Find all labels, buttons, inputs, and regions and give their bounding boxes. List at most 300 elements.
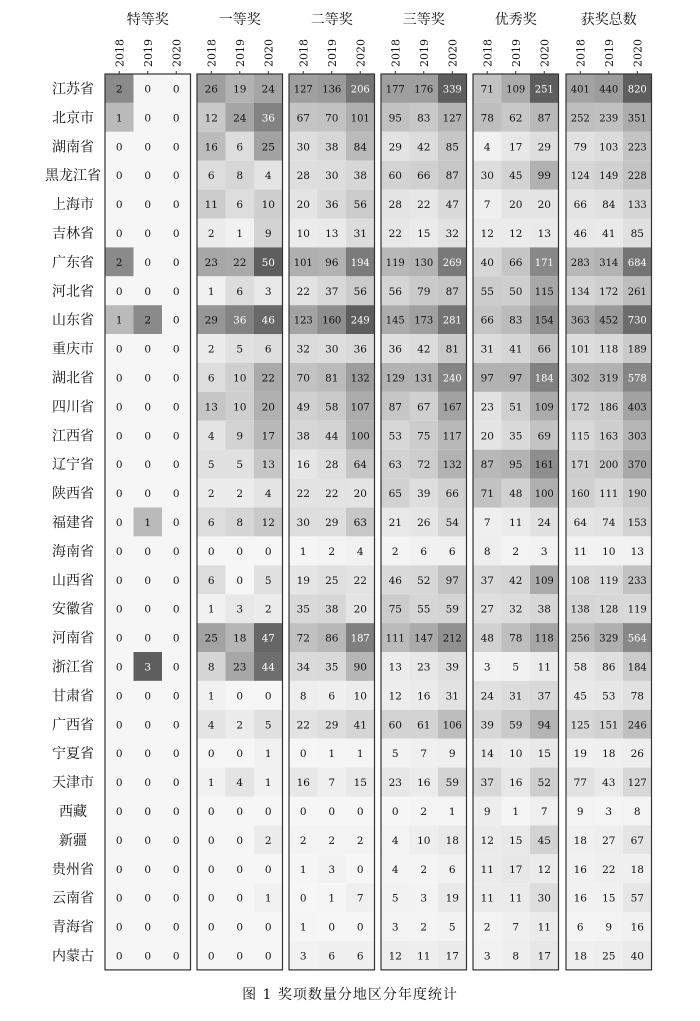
cell-label: 8 [483, 545, 491, 558]
cell-label: 18 [445, 834, 459, 847]
cell-label: 319 [599, 373, 619, 385]
cell-label: 78 [630, 690, 644, 703]
cell-label: 0 [264, 863, 272, 876]
figure-caption: 图 1 奖项数量分地区分年度统计 [242, 987, 458, 1003]
row-label: 黑龙江省 [45, 168, 101, 185]
cell-label: 1 [448, 805, 456, 818]
cell-label: 6 [328, 950, 336, 963]
cell-label: 0 [115, 170, 123, 183]
cell-label: 66 [509, 256, 523, 269]
cell-label: 42 [509, 574, 523, 587]
cell-label: 5 [236, 459, 244, 472]
cell-label: 0 [115, 748, 123, 761]
cell-label: 189 [627, 344, 647, 356]
cell-label: 81 [445, 343, 459, 356]
cell-label: 0 [236, 834, 244, 847]
cell-label: 0 [144, 950, 152, 963]
cell-label: 163 [599, 431, 619, 443]
cell-label: 25 [204, 632, 218, 645]
cell-label: 69 [537, 430, 551, 443]
cell-label: 0 [172, 632, 180, 645]
cell-label: 171 [534, 257, 554, 269]
year-label: 2018 [205, 39, 219, 67]
cell-label: 0 [115, 401, 123, 414]
cell-label: 0 [236, 748, 244, 761]
cell-label: 95 [388, 112, 402, 125]
cell-label: 38 [325, 603, 339, 616]
cell-label: 0 [115, 921, 123, 934]
cell-label: 0 [356, 863, 364, 876]
cell-label: 6 [576, 921, 584, 934]
cell-label: 0 [144, 805, 152, 818]
cell-label: 77 [573, 777, 587, 790]
cell-label: 65 [388, 488, 402, 501]
cell-label: 30 [480, 170, 494, 183]
cell-label: 8 [236, 170, 244, 183]
cell-label: 11 [480, 892, 494, 905]
cell-label: 123 [293, 315, 313, 327]
cell-label: 3 [420, 892, 428, 905]
cell-label: 22 [417, 199, 431, 212]
cell-label: 87 [537, 112, 551, 125]
cell-label: 22 [296, 285, 310, 298]
cell-label: 2 [115, 256, 123, 269]
cell-label: 6 [264, 343, 272, 356]
cell-label: 0 [299, 805, 307, 818]
cell-label: 8 [512, 950, 520, 963]
cell-label: 63 [353, 516, 367, 529]
cell-label: 130 [414, 257, 434, 269]
cell-label: 206 [350, 84, 370, 96]
year-label: 2019 [602, 39, 616, 67]
cell-label: 1 [207, 690, 215, 703]
cell-label: 118 [599, 344, 619, 356]
cell-label: 9 [264, 227, 272, 240]
cell-label: 36 [353, 343, 367, 356]
cell-label: 108 [570, 575, 590, 587]
year-label: 2018 [481, 39, 495, 67]
cell-label: 28 [325, 459, 339, 472]
cell-label: 3 [605, 805, 613, 818]
cell-label: 18 [630, 863, 644, 876]
cell-label: 261 [627, 286, 647, 298]
cell-label: 64 [353, 459, 367, 472]
cell-label: 16 [204, 141, 218, 154]
cell-label: 171 [570, 460, 590, 472]
cell-label: 16 [573, 892, 587, 905]
cell-label: 0 [172, 199, 180, 212]
cell-label: 12 [537, 863, 551, 876]
cell-label: 66 [480, 314, 494, 327]
cell-label: 0 [172, 516, 180, 529]
cell-label: 32 [445, 227, 459, 240]
cell-label: 66 [573, 199, 587, 212]
cell-label: 16 [573, 863, 587, 876]
cell-label: 11 [573, 545, 587, 558]
cell-label: 0 [172, 545, 180, 558]
cell-label: 11 [509, 892, 523, 905]
row-label: 福建省 [52, 514, 94, 531]
cell-label: 36 [325, 199, 339, 212]
cell-label: 30 [325, 343, 339, 356]
cell-label: 1 [207, 285, 215, 298]
cell-label: 16 [296, 777, 310, 790]
cell-label: 58 [573, 661, 587, 674]
group-label: 一等奖 [218, 12, 261, 28]
cell-label: 167 [442, 402, 462, 414]
cell-label: 41 [602, 227, 616, 240]
row-label: 河北省 [52, 283, 94, 300]
cell-label: 109 [534, 402, 554, 414]
cell-label: 20 [353, 603, 367, 616]
cell-label: 75 [388, 603, 402, 616]
cell-label: 53 [388, 430, 402, 443]
row-label: 江西省 [52, 428, 94, 445]
cell-label: 18 [602, 748, 616, 761]
row-label: 湖北省 [52, 370, 94, 387]
cell-label: 18 [573, 950, 587, 963]
cell-label: 95 [509, 459, 523, 472]
cell-label: 8 [299, 690, 307, 703]
row-label: 河南省 [52, 630, 94, 647]
cell-label: 27 [602, 834, 616, 847]
cell-label: 45 [573, 690, 587, 703]
cell-label: 7 [328, 777, 336, 790]
cell-label: 1 [299, 863, 307, 876]
cell-label: 9 [483, 805, 491, 818]
cell-label: 0 [115, 950, 123, 963]
cell-label: 0 [172, 892, 180, 905]
cell-label: 0 [264, 805, 272, 818]
cell-label: 17 [537, 950, 551, 963]
cell-label: 0 [172, 690, 180, 703]
cell-label: 53 [602, 690, 616, 703]
cell-label: 15 [417, 227, 431, 240]
cell-label: 43 [602, 777, 616, 790]
cell-label: 30 [537, 892, 551, 905]
cell-label: 5 [391, 892, 399, 905]
cell-label: 6 [448, 863, 456, 876]
year-label: 2018 [574, 39, 588, 67]
cell-label: 111 [385, 633, 405, 645]
cell-label: 0 [144, 285, 152, 298]
row-label: 贵州省 [52, 861, 94, 878]
cell-label: 7 [512, 921, 520, 934]
cell-label: 0 [328, 805, 336, 818]
cell-label: 6 [356, 950, 364, 963]
cell-label: 2 [328, 545, 336, 558]
cell-label: 72 [417, 459, 431, 472]
cell-label: 87 [480, 459, 494, 472]
row-label: 宁夏省 [52, 746, 94, 763]
cell-label: 0 [115, 863, 123, 876]
cell-label: 0 [144, 343, 152, 356]
row-label: 山西省 [52, 572, 94, 589]
cell-label: 0 [115, 343, 123, 356]
cell-label: 24 [261, 83, 275, 96]
cell-label: 58 [325, 401, 339, 414]
cell-label: 6 [236, 285, 244, 298]
group-label: 优秀奖 [494, 12, 537, 28]
cell-label: 15 [509, 834, 523, 847]
cell-label: 12 [388, 690, 402, 703]
cell-label: 0 [144, 574, 152, 587]
cell-label: 29 [204, 314, 218, 327]
cell-label: 16 [417, 690, 431, 703]
cell-label: 22 [233, 256, 247, 269]
cell-label: 17 [261, 430, 275, 443]
cell-label: 103 [599, 142, 619, 154]
cell-label: 8 [207, 661, 215, 674]
cell-label: 78 [509, 632, 523, 645]
cell-label: 0 [144, 401, 152, 414]
cell-label: 0 [115, 661, 123, 674]
year-label: 2019 [233, 39, 247, 67]
cell-label: 251 [534, 84, 554, 96]
cell-label: 0 [236, 950, 244, 963]
year-label: 2020 [631, 39, 645, 67]
cell-label: 60 [388, 719, 402, 732]
cell-label: 2 [207, 227, 215, 240]
cell-label: 0 [236, 921, 244, 934]
cell-label: 7 [483, 199, 491, 212]
cell-label: 16 [296, 459, 310, 472]
cell-label: 176 [414, 84, 434, 96]
cell-label: 38 [325, 141, 339, 154]
cell-label: 56 [388, 285, 402, 298]
cell-label: 17 [509, 863, 523, 876]
cell-label: 119 [599, 575, 619, 587]
year-label: 2020 [354, 39, 368, 67]
cell-label: 63 [388, 459, 402, 472]
cell-label: 29 [537, 141, 551, 154]
row-label: 西藏 [59, 803, 87, 820]
cell-label: 154 [534, 315, 554, 327]
cell-label: 138 [570, 604, 590, 616]
row-label: 天津市 [52, 775, 94, 792]
cell-label: 11 [204, 199, 218, 212]
cell-label: 0 [172, 834, 180, 847]
cell-label: 4 [236, 777, 244, 790]
cell-label: 0 [299, 892, 307, 905]
year-label: 2018 [297, 39, 311, 67]
cell-label: 14 [480, 748, 494, 761]
cell-label: 106 [442, 720, 462, 732]
cell-label: 66 [445, 488, 459, 501]
cell-label: 16 [509, 777, 523, 790]
cell-label: 46 [388, 574, 402, 587]
cell-label: 26 [417, 516, 431, 529]
cell-label: 173 [414, 315, 434, 327]
cell-label: 70 [325, 112, 339, 125]
cell-label: 0 [356, 921, 364, 934]
cell-label: 119 [385, 257, 405, 269]
row-label: 甘肃省 [52, 688, 94, 705]
cell-label: 56 [353, 199, 367, 212]
cell-label: 19 [296, 574, 310, 587]
cell-label: 3 [299, 950, 307, 963]
cell-label: 136 [322, 84, 342, 96]
cell-label: 1 [115, 112, 123, 125]
cell-label: 125 [570, 720, 590, 732]
cell-label: 12 [480, 227, 494, 240]
cell-label: 22 [353, 574, 367, 587]
cell-label: 0 [115, 805, 123, 818]
group-label: 三等奖 [402, 12, 445, 28]
cell-label: 2 [264, 603, 272, 616]
year-label: 2020 [262, 39, 276, 67]
cell-label: 0 [144, 199, 152, 212]
cell-label: 111 [599, 489, 619, 501]
cell-label: 22 [296, 719, 310, 732]
cell-label: 20 [261, 401, 275, 414]
cell-label: 26 [204, 83, 218, 96]
cell-label: 24 [537, 516, 551, 529]
cell-label: 0 [172, 256, 180, 269]
cell-label: 131 [414, 373, 434, 385]
cell-label: 38 [537, 603, 551, 616]
cell-label: 11 [537, 661, 551, 674]
cell-label: 83 [417, 112, 431, 125]
cell-label: 36 [233, 314, 247, 327]
cell-label: 0 [264, 545, 272, 558]
cell-label: 50 [509, 285, 523, 298]
cell-label: 0 [144, 863, 152, 876]
cell-label: 6 [236, 141, 244, 154]
cell-label: 86 [325, 632, 339, 645]
cell-label: 0 [172, 343, 180, 356]
cell-label: 5 [236, 343, 244, 356]
cell-label: 23 [417, 661, 431, 674]
cell-label: 1 [328, 892, 336, 905]
cell-label: 200 [599, 460, 619, 472]
cell-label: 0 [172, 459, 180, 472]
cell-label: 0 [115, 892, 123, 905]
cell-label: 96 [325, 256, 339, 269]
cell-label: 0 [115, 488, 123, 501]
cell-label: 6 [420, 545, 428, 558]
cell-label: 4 [483, 141, 491, 154]
cell-label: 19 [445, 892, 459, 905]
cell-label: 25 [602, 950, 616, 963]
cell-label: 3 [264, 285, 272, 298]
year-label: 2019 [509, 39, 523, 67]
cell-label: 22 [388, 227, 402, 240]
cell-label: 11 [417, 950, 431, 963]
cell-label: 38 [353, 170, 367, 183]
cell-label: 1 [512, 805, 520, 818]
cell-label: 5 [264, 574, 272, 587]
cell-label: 119 [627, 604, 647, 616]
cell-label: 1 [356, 748, 364, 761]
cell-label: 0 [172, 170, 180, 183]
cell-label: 13 [537, 227, 551, 240]
cell-label: 64 [573, 516, 587, 529]
cell-label: 11 [509, 516, 523, 529]
cell-label: 2 [512, 545, 520, 558]
cell-label: 233 [627, 575, 647, 587]
cell-label: 0 [144, 488, 152, 501]
cell-label: 84 [602, 199, 616, 212]
cell-label: 100 [350, 431, 370, 443]
cell-label: 0 [144, 603, 152, 616]
cell-label: 5 [264, 719, 272, 732]
cell-label: 0 [172, 603, 180, 616]
year-label: 2020 [538, 39, 552, 67]
cell-label: 239 [599, 113, 619, 125]
cell-label: 66 [537, 343, 551, 356]
cell-label: 59 [445, 777, 459, 790]
cell-label: 30 [296, 141, 310, 154]
year-label: 2018 [113, 39, 127, 67]
cell-label: 47 [445, 199, 459, 212]
cell-label: 1 [264, 748, 272, 761]
cell-label: 13 [261, 459, 275, 472]
cell-label: 160 [322, 315, 342, 327]
cell-label: 0 [172, 227, 180, 240]
cell-label: 0 [236, 892, 244, 905]
cell-label: 66 [417, 170, 431, 183]
cell-label: 84 [353, 141, 367, 154]
cell-label: 212 [442, 633, 462, 645]
cell-label: 7 [540, 805, 548, 818]
cell-label: 99 [537, 170, 551, 183]
cell-label: 39 [417, 488, 431, 501]
cell-label: 2 [483, 921, 491, 934]
cell-label: 46 [261, 314, 275, 327]
row-label: 浙江省 [52, 659, 94, 676]
cell-label: 2 [236, 719, 244, 732]
cell-label: 134 [570, 286, 590, 298]
cell-label: 147 [414, 633, 434, 645]
year-label: 2020 [170, 39, 184, 67]
cell-label: 26 [630, 748, 644, 761]
cell-label: 0 [144, 459, 152, 472]
cell-label: 31 [509, 690, 523, 703]
cell-label: 314 [599, 257, 619, 269]
cell-label: 0 [207, 545, 215, 558]
cell-label: 23 [388, 777, 402, 790]
cell-label: 2 [328, 834, 336, 847]
cell-label: 1 [144, 516, 152, 529]
cell-label: 20 [353, 488, 367, 501]
cell-label: 3 [540, 545, 548, 558]
cell-label: 10 [353, 690, 367, 703]
cell-label: 6 [236, 199, 244, 212]
cell-label: 3 [328, 863, 336, 876]
cell-label: 46 [573, 227, 587, 240]
cell-label: 97 [480, 372, 494, 385]
cell-label: 1 [207, 777, 215, 790]
cell-label: 0 [144, 777, 152, 790]
row-label: 安徽省 [52, 601, 94, 618]
cell-label: 2 [115, 83, 123, 96]
row-label: 云南省 [52, 890, 94, 907]
year-label: 2019 [141, 39, 155, 67]
row-label: 吉林省 [52, 225, 94, 242]
cell-label: 1 [115, 314, 123, 327]
cell-label: 79 [417, 285, 431, 298]
cell-label: 2 [420, 921, 428, 934]
cell-label: 86 [602, 661, 616, 674]
row-label: 重庆市 [52, 341, 94, 358]
cell-label: 12 [388, 950, 402, 963]
cell-label: 22 [325, 488, 339, 501]
cell-label: 37 [480, 574, 494, 587]
cell-label: 2 [391, 545, 399, 558]
cell-label: 172 [570, 402, 590, 414]
cell-label: 153 [627, 517, 647, 529]
